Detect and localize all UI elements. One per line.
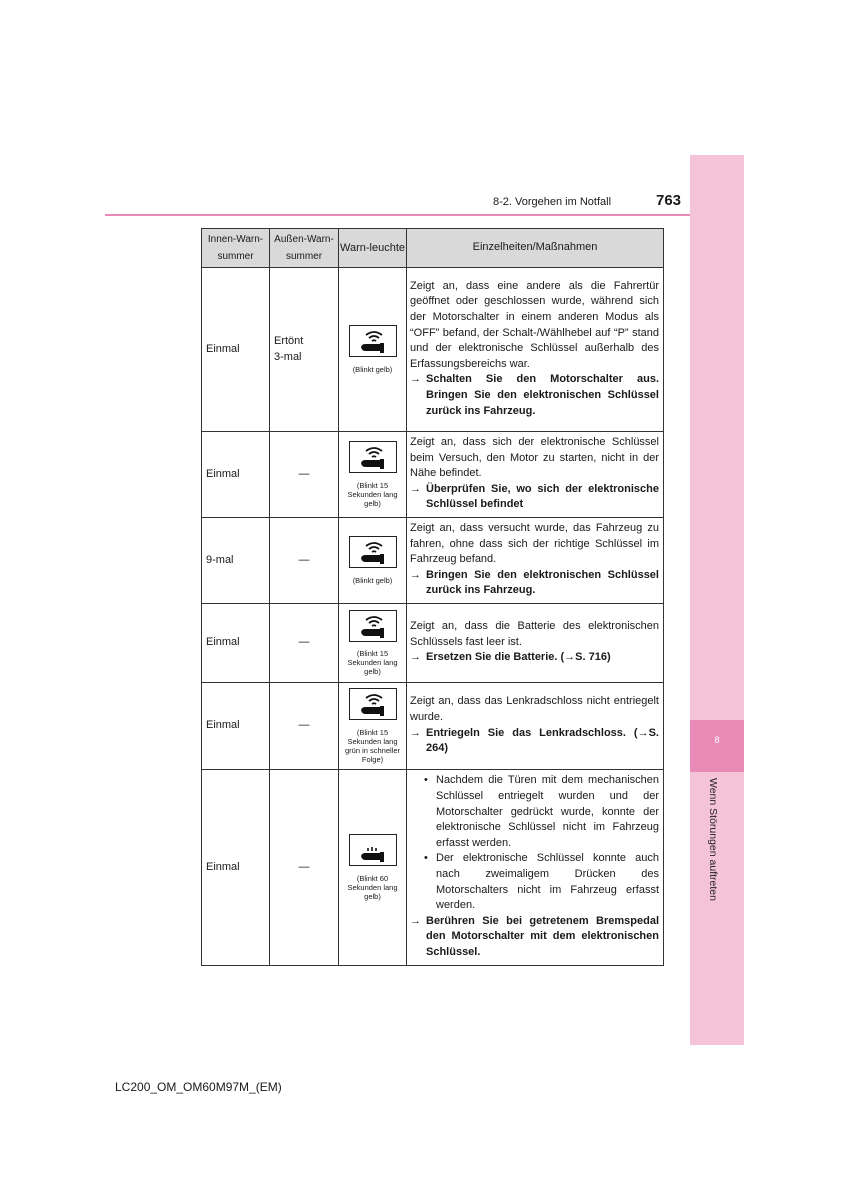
detail-cell bbox=[407, 604, 664, 683]
key-warning-icon bbox=[358, 445, 390, 471]
bullet-text: Nachdem die Türen mit dem mechanischen Schlüssel entriegelt wurden und der Motorschalter gedrückt wurde, konnte der elektronische Schlüssel nicht im Fahrzeug erfasst werden. bbox=[436, 774, 659, 849]
table-row bbox=[202, 604, 664, 683]
header-inner: Innen-Warn-summer bbox=[202, 229, 270, 268]
inner-buzzer-cell: Einmal bbox=[202, 683, 270, 770]
lamp-cell bbox=[339, 432, 407, 518]
bullet-icon: • bbox=[424, 852, 428, 865]
action-line bbox=[410, 482, 659, 513]
lamp-indicator bbox=[349, 325, 397, 357]
action-line bbox=[410, 568, 659, 599]
key-warning-icon bbox=[358, 692, 390, 718]
lamp-note: (Blinkt 60 Sekunden lang gelb) bbox=[347, 873, 398, 901]
arrow-icon: → bbox=[410, 482, 421, 495]
arrow-icon: → bbox=[410, 651, 421, 664]
chapter-number-tab: 8 bbox=[690, 720, 744, 772]
action-line bbox=[410, 726, 659, 757]
arrow-icon: → bbox=[410, 568, 421, 581]
section-title: 8-2. Vorgehen im Notfall bbox=[493, 196, 612, 208]
arrow-icon: → bbox=[410, 373, 421, 386]
outer-buzzer-cell: — bbox=[270, 432, 339, 518]
lamp-indicator bbox=[349, 610, 397, 642]
lamp-cell bbox=[339, 518, 407, 604]
lamp-cell bbox=[339, 268, 407, 432]
bullet-text: Der elektronische Schlüssel konnte auch nach zweimaligem Drücken des Motorschalters nicht im Fahrzeug erfasst werden. bbox=[436, 852, 659, 912]
bullet-item bbox=[410, 851, 659, 913]
lamp-note: (Blinkt 15 Sekunden lang gelb) bbox=[347, 480, 398, 508]
lamp-note: (Blinkt gelb) bbox=[352, 364, 393, 374]
action-text: Berühren Sie bei getretenem Bremspedal den Motorschalter mit dem elektronischen Schlüssel. bbox=[426, 914, 659, 958]
detail-cell bbox=[407, 683, 664, 770]
page-number: 763 bbox=[656, 192, 682, 209]
arrow-icon: → bbox=[410, 914, 421, 927]
outer-buzzer-cell: — bbox=[270, 683, 339, 770]
table-header-row bbox=[202, 229, 664, 268]
outer-buzzer-line2: 3-mal bbox=[274, 350, 302, 363]
inner-buzzer-cell: Einmal bbox=[202, 432, 270, 518]
lamp-note: (Blinkt 15 Sekunden lang grün in schneller Folge) bbox=[344, 727, 401, 764]
action-text: Bringen Sie den elektronischen Schlüssel zurück ins Fahrzeug. bbox=[426, 568, 659, 597]
outer-buzzer-cell: — bbox=[270, 770, 339, 966]
lamp-indicator bbox=[349, 536, 397, 568]
detail-cell bbox=[407, 432, 664, 518]
lamp-note: (Blinkt 15 Sekunden lang gelb) bbox=[347, 649, 398, 677]
key-warning-icon bbox=[358, 838, 390, 864]
warning-table bbox=[201, 228, 664, 966]
inner-buzzer-cell: Einmal bbox=[202, 604, 270, 683]
detail-text: Zeigt an, dass versucht wurde, das Fahrzeug zu fahren, ohne dass sich der richtige Schlüssel im Fahrzeug befand. bbox=[410, 522, 659, 566]
action-text: Schalten Sie den Motorschalter aus. Bringen Sie den elektronischen Schlüssel zurück ins Fahrzeug. bbox=[426, 373, 659, 417]
lamp-cell bbox=[339, 770, 407, 966]
lamp-indicator bbox=[349, 834, 397, 866]
table-row bbox=[202, 518, 664, 604]
detail-text: Zeigt an, dass sich der elektronische Schlüssel beim Versuch, den Motor zu starten, nicht in der Nähe befindet. bbox=[410, 436, 659, 480]
detail-text: Zeigt an, dass die Batterie des elektronischen Schlüssels fast leer ist. bbox=[410, 620, 659, 648]
lamp-indicator bbox=[349, 441, 397, 473]
action-text: Ersetzen Sie die Batterie. (→S. 716) bbox=[426, 651, 611, 664]
lamp-note: (Blinkt gelb) bbox=[352, 575, 393, 585]
action-line bbox=[410, 650, 659, 666]
action-text: Überprüfen Sie, wo sich der elektronische Schlüssel befindet bbox=[426, 482, 659, 511]
arrow-icon: → bbox=[410, 726, 421, 739]
header-lamp: Warn-leuchte bbox=[339, 229, 407, 268]
bullet-item bbox=[410, 773, 659, 851]
table-row bbox=[202, 432, 664, 518]
outer-buzzer-cell bbox=[270, 268, 339, 432]
action-line bbox=[410, 372, 659, 419]
inner-buzzer-cell: 9-mal bbox=[202, 518, 270, 604]
key-warning-icon bbox=[358, 540, 390, 566]
action-line bbox=[410, 914, 659, 961]
detail-text: Zeigt an, dass das Lenkradschloss nicht entriegelt wurde. bbox=[410, 695, 659, 723]
outer-buzzer-line1: Ertönt bbox=[274, 334, 304, 347]
outer-buzzer-cell: — bbox=[270, 604, 339, 683]
lamp-cell bbox=[339, 604, 407, 683]
outer-buzzer-cell: — bbox=[270, 518, 339, 604]
bullet-icon: • bbox=[424, 774, 428, 787]
detail-cell bbox=[407, 268, 664, 432]
lamp-indicator bbox=[349, 688, 397, 720]
lamp-cell bbox=[339, 683, 407, 770]
header-outer: Außen-Warn-summer bbox=[270, 229, 339, 268]
inner-buzzer-cell: Einmal bbox=[202, 268, 270, 432]
detail-cell bbox=[407, 770, 664, 966]
side-tab bbox=[690, 155, 744, 1045]
key-warning-icon bbox=[358, 614, 390, 640]
chapter-title: Wenn Störungen auftreten bbox=[707, 778, 719, 901]
inner-buzzer-cell: Einmal bbox=[202, 770, 270, 966]
action-text: Entriegeln Sie das Lenkradschloss. (→S. 264) bbox=[426, 726, 659, 755]
detail-text: Zeigt an, dass eine andere als die Fahrertür geöffnet oder geschlossen wurde, während sich der Motorschalter in einem anderen Modus als “OFF” befand, der Schalt-/Wählhebel auf “P” stand und der elektronische Schlüssel außerhalb des Erfassungsbereichs war. bbox=[410, 279, 659, 370]
header-rule bbox=[105, 214, 690, 216]
table-row bbox=[202, 683, 664, 770]
header-details: Einzelheiten/Maßnahmen bbox=[407, 229, 664, 268]
table-row bbox=[202, 770, 664, 966]
key-warning-icon bbox=[358, 329, 390, 355]
table-row bbox=[202, 268, 664, 432]
detail-cell bbox=[407, 518, 664, 604]
document-code: LC200_OM_OM60M97M_(EM) bbox=[115, 1080, 282, 1094]
